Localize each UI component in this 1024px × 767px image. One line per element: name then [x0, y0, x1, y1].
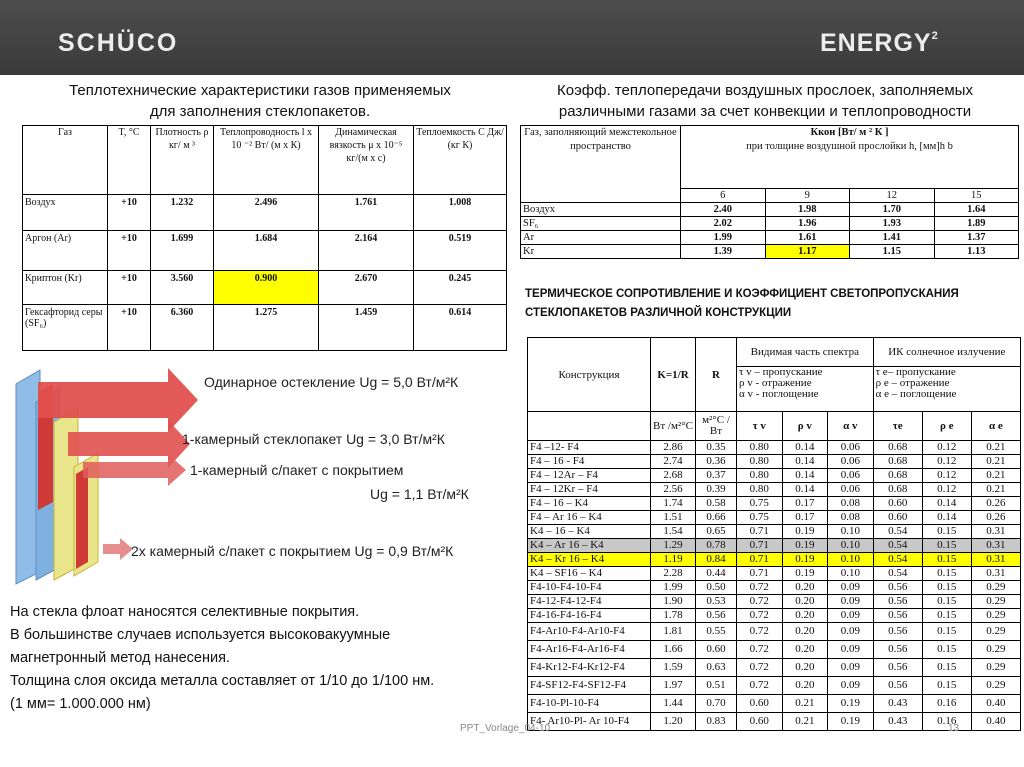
resist-construction: K4 – Kr 16 – K4: [528, 553, 651, 567]
resist-value: 0.10: [828, 525, 874, 539]
resist-value: 0.19: [828, 695, 874, 713]
resist-value: 0.60: [737, 713, 783, 731]
gas-cell-gas: Аргон (Ar): [23, 231, 108, 271]
resist-value: 0.12: [922, 455, 971, 469]
gas-cell-t: +10: [108, 271, 151, 305]
resist-value: 0.66: [696, 511, 737, 525]
resist-value: 0.54: [873, 553, 922, 567]
resist-value: 0.20: [782, 623, 828, 641]
resist-value: 0.10: [828, 553, 874, 567]
resist-value: 0.65: [696, 525, 737, 539]
resist-value: 0.53: [696, 595, 737, 609]
resist-value: 0.08: [828, 511, 874, 525]
resist-value: 0.72: [737, 641, 783, 659]
label-single-glazing: Одинарное остекление Ug = 5,0 Вт/м²К: [204, 374, 459, 390]
resist-value: 0.15: [922, 609, 971, 623]
resist-value: 2.68: [651, 469, 696, 483]
resist-value: 0.29: [971, 595, 1020, 609]
resist-value: 0.26: [971, 497, 1020, 511]
gas-cell-conductivity: 1.275: [214, 305, 319, 351]
kkon-gas: SF₆: [521, 217, 681, 231]
gas-row: [23, 231, 507, 271]
resist-value: 0.19: [828, 713, 874, 731]
resist-value: 0.20: [782, 659, 828, 677]
kkon-value: 1.89: [934, 217, 1019, 231]
th-viscosity: Динамическая вязкость μ х 10⁻⁵ кг/(м х с): [319, 126, 414, 195]
resist-value: 1.66: [651, 641, 696, 659]
resist-row: [528, 595, 1021, 609]
gas-cell-conductivity: 1.684: [214, 231, 319, 271]
resist-value: 0.15: [922, 567, 971, 581]
resist-value: 0.56: [873, 609, 922, 623]
resist-value: 1.20: [651, 713, 696, 731]
resist-value: 0.09: [828, 623, 874, 641]
resist-value: 0.12: [922, 469, 971, 483]
resist-value: 0.15: [922, 581, 971, 595]
gas-cell-conductivity: 0.900: [214, 271, 319, 305]
resist-value: 0.43: [873, 695, 922, 713]
units-blank: [528, 412, 651, 441]
unit-cell: τe: [873, 412, 922, 441]
resist-value: 0.72: [737, 623, 783, 641]
gas-cell-viscosity: 1.761: [319, 195, 414, 231]
resist-row: [528, 511, 1021, 525]
resist-value: 0.36: [696, 455, 737, 469]
resist-value: 0.06: [828, 441, 874, 455]
schuco-logo: SCHÜCO: [58, 29, 179, 57]
arrow-2-chamber-coated: [103, 538, 133, 560]
resist-value: 0.35: [696, 441, 737, 455]
gas-cell-capacity: 0.245: [414, 271, 507, 305]
kkon-value: 1.64: [934, 203, 1019, 217]
resist-value: 0.54: [873, 525, 922, 539]
resist-value: 0.40: [971, 695, 1020, 713]
resist-value: 0.75: [737, 497, 783, 511]
resist-value: 0.15: [922, 525, 971, 539]
resist-value: 0.56: [873, 677, 922, 695]
resist-row: [528, 455, 1021, 469]
resist-construction: F4-Kr12-F4-Kr12-F4: [528, 659, 651, 677]
resist-value: 0.15: [922, 641, 971, 659]
kkon-value: 2.40: [681, 203, 766, 217]
kkon-value: 1.98: [765, 203, 850, 217]
resist-value: 0.17: [782, 511, 828, 525]
resist-value: 0.68: [873, 483, 922, 497]
kkon-row: [521, 245, 1019, 259]
resist-construction: F4-10-Pl-10-F4: [528, 695, 651, 713]
resist-row: [528, 567, 1021, 581]
body-paragraph-2: В большинстве случаев используется высоковакуумные магнетронный метод нанесения.: [10, 627, 391, 666]
resist-value: 0.17: [782, 497, 828, 511]
resist-value: 0.19: [782, 539, 828, 553]
resist-value: 0.21: [971, 441, 1020, 455]
resist-value: 0.56: [873, 641, 922, 659]
resist-value: 0.71: [737, 567, 783, 581]
resist-value: 0.83: [696, 713, 737, 731]
resistance-subtitle: ТЕРМИЧЕСКОЕ СОПРОТИВЛЕНИЕ И КОЭФФИЦИЕНТ СВЕТОПРОПУСКАНИЯ СТЕКЛОПАКЕТОВ РАЗЛИЧНОЙ КОНСТРУКЦИИ: [525, 288, 959, 319]
resist-value: 1.44: [651, 695, 696, 713]
resist-value: 0.06: [828, 469, 874, 483]
resist-value: 0.29: [971, 677, 1020, 695]
th-visible: Видимая часть спектра: [737, 338, 874, 367]
resist-value: 0.19: [782, 525, 828, 539]
resist-construction: F4-Ar16-F4-Ar16-F4: [528, 641, 651, 659]
resist-value: 0.20: [782, 641, 828, 659]
resist-value: 0.19: [782, 553, 828, 567]
resist-value: 0.39: [696, 483, 737, 497]
kkon-value: 1.70: [850, 203, 935, 217]
resist-construction: F4 – 16 - F4: [528, 455, 651, 469]
resist-value: 0.72: [737, 581, 783, 595]
resist-value: 0.56: [873, 581, 922, 595]
kkon-width: 9: [765, 189, 850, 203]
resist-value: 2.28: [651, 567, 696, 581]
kkon-table: [520, 125, 1019, 259]
gas-row: [23, 271, 507, 305]
resist-value: 0.43: [873, 713, 922, 731]
gas-cell-gas: Криптон (Kr): [23, 271, 108, 305]
resist-value: 1.19: [651, 553, 696, 567]
resist-row: [528, 641, 1021, 659]
resist-row: [528, 441, 1021, 455]
kkon-width: 15: [934, 189, 1019, 203]
kkon-value: 1.61: [765, 231, 850, 245]
resist-value: 0.10: [828, 539, 874, 553]
resist-value: 0.60: [873, 497, 922, 511]
resist-value: 0.70: [696, 695, 737, 713]
kkon-gas: Воздух: [521, 203, 681, 217]
unit-cell: α v: [828, 412, 874, 441]
resist-row: [528, 497, 1021, 511]
kkon-value: 1.99: [681, 231, 766, 245]
th-capacity: Теплоемкость С Дж/ (кг К): [414, 126, 507, 195]
resist-value: 0.44: [696, 567, 737, 581]
resist-value: 0.10: [828, 567, 874, 581]
label-2-chamber-coated: 2х камерный с/пакет с покрытием Ug = 0,9 Вт/м²К: [131, 543, 454, 559]
resist-value: 2.74: [651, 455, 696, 469]
resist-value: 0.84: [696, 553, 737, 567]
resist-value: 0.51: [696, 677, 737, 695]
resist-construction: F4-16-F4-16-F4: [528, 609, 651, 623]
resist-value: 1.54: [651, 525, 696, 539]
footer-text: PPT_Vorlage_04-10: [460, 723, 551, 734]
th-ir: ИК солнечное излучение: [873, 338, 1020, 367]
energy-logo: ENERGY$^2$: [820, 29, 938, 57]
kkon-value: 1.41: [850, 231, 935, 245]
header-bar: [0, 0, 1024, 75]
gas-row: [23, 195, 507, 231]
gas-cell-viscosity: 1.459: [319, 305, 414, 351]
resist-value: 0.80: [737, 455, 783, 469]
body-paragraph-3: Толщина слоя оксида металла составляет от 1/10 до 1/100 нм.: [10, 673, 435, 689]
kkon-value: 1.13: [934, 245, 1019, 259]
resist-value: 0.31: [971, 525, 1020, 539]
resist-value: 0.80: [737, 469, 783, 483]
resist-construction: F4-12-F4-12-F4: [528, 595, 651, 609]
resist-value: 0.09: [828, 641, 874, 659]
resist-construction: F4-Ar10-F4-Ar10-F4: [528, 623, 651, 641]
right-title: Коэфф. теплопередачи воздушных прослоек, заполняемых различными газами за счет конвекции и теплопроводности: [557, 82, 973, 120]
resist-value: 0.15: [922, 539, 971, 553]
resist-value: 0.80: [737, 441, 783, 455]
resist-row: [528, 469, 1021, 483]
resist-value: 0.56: [873, 595, 922, 609]
resist-value: 0.29: [971, 609, 1020, 623]
resist-value: 0.68: [873, 441, 922, 455]
resist-value: 0.60: [873, 511, 922, 525]
unit-cell: Вт /м²°С: [651, 412, 696, 441]
resist-value: 0.14: [782, 455, 828, 469]
resist-construction: K4 – SF16 – K4: [528, 567, 651, 581]
resist-value: 0.54: [873, 567, 922, 581]
gas-cell-t: +10: [108, 195, 151, 231]
resist-construction: F4 –12- F4: [528, 441, 651, 455]
resist-value: 0.29: [971, 623, 1020, 641]
resist-value: 2.56: [651, 483, 696, 497]
ir-legend: τ e– пропускание ρ e – отражение α e – поглощение: [873, 367, 1020, 412]
th-conductivity: Теплопроводность l х 10 ⁻² Вт/ (м х К): [214, 126, 319, 195]
resist-value: 0.29: [971, 641, 1020, 659]
resist-value: 2.86: [651, 441, 696, 455]
kkon-gas-header: Газ, заполняющий межстекольное пространство: [521, 126, 681, 203]
resist-value: 0.14: [782, 441, 828, 455]
th-r: R: [696, 338, 737, 412]
resist-row: [528, 483, 1021, 497]
resist-value: 0.56: [696, 609, 737, 623]
kkon-value: 1.93: [850, 217, 935, 231]
resist-value: 0.60: [696, 641, 737, 659]
resist-value: 0.14: [922, 511, 971, 525]
resist-value: 0.31: [971, 567, 1020, 581]
resist-construction: F4-10-F4-10-F4: [528, 581, 651, 595]
resist-row: [528, 609, 1021, 623]
resist-value: 0.06: [828, 455, 874, 469]
kkon-value: 1.96: [765, 217, 850, 231]
resist-value: 0.56: [873, 659, 922, 677]
th-construction: Конструкция: [528, 338, 651, 412]
resist-value: 0.09: [828, 677, 874, 695]
resist-value: 0.68: [873, 469, 922, 483]
resist-construction: F4- Ar10-Pl- Ar 10-F4: [528, 713, 651, 731]
resist-row: [528, 525, 1021, 539]
resist-construction: K4 – Ar 16 – K4: [528, 539, 651, 553]
gas-cell-density: 3.560: [151, 271, 214, 305]
resist-value: 0.56: [873, 623, 922, 641]
resist-row: [528, 623, 1021, 641]
resist-row: [528, 695, 1021, 713]
label-1-chamber: 1-камерный стеклопакет Ug = 3,0 Вт/м²К: [182, 431, 445, 447]
resist-value: 1.29: [651, 539, 696, 553]
kkon-gas: Ar: [521, 231, 681, 245]
kkon-value: 1.37: [934, 231, 1019, 245]
gas-cell-density: 6.360: [151, 305, 214, 351]
resist-value: 0.55: [696, 623, 737, 641]
gas-row: [23, 305, 507, 351]
resist-value: 1.99: [651, 581, 696, 595]
page-number: 13: [948, 723, 960, 734]
resist-value: 0.40: [971, 713, 1020, 731]
resist-value: 0.21: [782, 695, 828, 713]
resist-value: 0.31: [971, 553, 1020, 567]
resist-construction: K4 – 16 – K4: [528, 525, 651, 539]
resist-value: 0.31: [971, 539, 1020, 553]
resist-value: 0.09: [828, 609, 874, 623]
gas-properties-table: [22, 125, 507, 351]
resist-value: 0.21: [971, 469, 1020, 483]
resistance-table: [527, 337, 1021, 731]
resist-value: 0.71: [737, 553, 783, 567]
th-k: K=1/R: [651, 338, 696, 412]
unit-cell: м²°С /Вт: [696, 412, 737, 441]
gas-cell-capacity: 0.614: [414, 305, 507, 351]
left-title: Теплотехнические характеристики газов применяемых для заполнения стеклопакетов.: [69, 82, 451, 120]
kkon-value: 1.15: [850, 245, 935, 259]
resist-value: 0.12: [922, 483, 971, 497]
resist-value: 0.29: [971, 659, 1020, 677]
resist-row: [528, 677, 1021, 695]
th-gas: Газ: [23, 126, 108, 195]
resist-value: 0.50: [696, 581, 737, 595]
resist-value: 0.08: [828, 497, 874, 511]
kkon-value: 2.02: [681, 217, 766, 231]
kkon-gas: Kr: [521, 245, 681, 259]
resist-value: 0.80: [737, 483, 783, 497]
gas-cell-gas: Воздух: [23, 195, 108, 231]
resist-value: 0.09: [828, 659, 874, 677]
coating-edge-2: [76, 467, 88, 569]
resist-value: 0.72: [737, 609, 783, 623]
resist-value: 0.06: [828, 483, 874, 497]
resist-value: 0.20: [782, 581, 828, 595]
resist-value: 0.21: [971, 455, 1020, 469]
resist-value: 0.75: [737, 511, 783, 525]
kkon-row: [521, 203, 1019, 217]
resist-value: 0.16: [922, 695, 971, 713]
resist-row: [528, 713, 1021, 731]
resist-row: [528, 539, 1021, 553]
gas-cell-viscosity: 2.164: [319, 231, 414, 271]
resist-value: 0.14: [782, 469, 828, 483]
resist-value: 0.26: [971, 511, 1020, 525]
gas-cell-t: +10: [108, 305, 151, 351]
resist-value: 0.78: [696, 539, 737, 553]
body-paragraph-1: На стекла флоат наносятся селективные покрытия.: [10, 604, 360, 620]
resist-value: 0.15: [922, 659, 971, 677]
kkon-width: 12: [850, 189, 935, 203]
resist-value: 0.60: [737, 695, 783, 713]
resist-value: 0.71: [737, 539, 783, 553]
th-temp: T, °С: [108, 126, 151, 195]
body-text: [10, 601, 490, 716]
kkon-row: [521, 231, 1019, 245]
resist-value: 0.15: [922, 623, 971, 641]
resist-value: 0.54: [873, 539, 922, 553]
resist-value: 1.74: [651, 497, 696, 511]
resist-value: 0.58: [696, 497, 737, 511]
kkon-width: 6: [681, 189, 766, 203]
resist-value: 0.72: [737, 677, 783, 695]
body-paragraph-4: (1 мм= 1.000.000 нм): [10, 696, 151, 712]
resist-value: 0.15: [922, 595, 971, 609]
unit-cell: α e: [971, 412, 1020, 441]
resist-value: 0.09: [828, 595, 874, 609]
resist-value: 0.15: [922, 677, 971, 695]
resist-row: [528, 581, 1021, 595]
kkon-value: 1.39: [681, 245, 766, 259]
resist-value: 0.19: [782, 567, 828, 581]
resist-value: 0.21: [971, 483, 1020, 497]
resist-value: 0.71: [737, 525, 783, 539]
gas-cell-conductivity: 2.496: [214, 195, 319, 231]
resist-row: [528, 659, 1021, 677]
resist-value: 0.29: [971, 581, 1020, 595]
visible-legend: τ v – пропускание ρ v - отражение α v - поглощение: [737, 367, 874, 412]
resist-value: 1.59: [651, 659, 696, 677]
th-density: Плотность ρ кг/ м ³: [151, 126, 214, 195]
gas-cell-density: 1.699: [151, 231, 214, 271]
unit-cell: ρ v: [782, 412, 828, 441]
resist-value: 0.21: [782, 713, 828, 731]
resist-value: 0.72: [737, 595, 783, 609]
resist-value: 1.78: [651, 609, 696, 623]
kkon-value: 1.17: [765, 245, 850, 259]
resist-value: 0.14: [922, 497, 971, 511]
resist-construction: F4 – 16 – K4: [528, 497, 651, 511]
resist-value: 0.14: [782, 483, 828, 497]
label-1-chamber-coated: 1-камерный с/пакет с покрытием: [190, 462, 404, 478]
gas-cell-viscosity: 2.670: [319, 271, 414, 305]
resist-value: 0.20: [782, 609, 828, 623]
resist-value: 1.90: [651, 595, 696, 609]
resist-value: 0.15: [922, 553, 971, 567]
resist-value: 0.63: [696, 659, 737, 677]
resist-row: [528, 553, 1021, 567]
resist-value: 0.68: [873, 455, 922, 469]
kkon-row: [521, 217, 1019, 231]
resist-construction: F4 – 12Ar – F4: [528, 469, 651, 483]
gas-cell-t: +10: [108, 231, 151, 271]
resist-value: 0.20: [782, 595, 828, 609]
unit-cell: τ v: [737, 412, 783, 441]
gas-cell-gas: Гексафторид серы (SF₆): [23, 305, 108, 351]
resist-value: 0.16: [922, 713, 971, 731]
resist-value: 1.51: [651, 511, 696, 525]
resist-value: 0.09: [828, 581, 874, 595]
resist-value: 1.97: [651, 677, 696, 695]
unit-cell: ρ e: [922, 412, 971, 441]
resist-value: 0.12: [922, 441, 971, 455]
kkon-value-header: Ккон [Вт/ м ² К ] при толщине воздушной прослойки h, [мм]h b: [681, 126, 1019, 189]
gas-cell-capacity: 0.519: [414, 231, 507, 271]
resist-value: 0.37: [696, 469, 737, 483]
resist-value: 0.20: [782, 677, 828, 695]
resist-construction: F4-SF12-F4-SF12-F4: [528, 677, 651, 695]
gas-cell-density: 1.232: [151, 195, 214, 231]
resist-construction: F4 – Ar 16 – K4: [528, 511, 651, 525]
resist-value: 1.81: [651, 623, 696, 641]
gas-cell-capacity: 1.008: [414, 195, 507, 231]
resist-value: 0.72: [737, 659, 783, 677]
label-1-chamber-coated-ug: Ug = 1,1 Вт/м²К: [370, 486, 469, 502]
resist-construction: F4 – 12Kr – F4: [528, 483, 651, 497]
